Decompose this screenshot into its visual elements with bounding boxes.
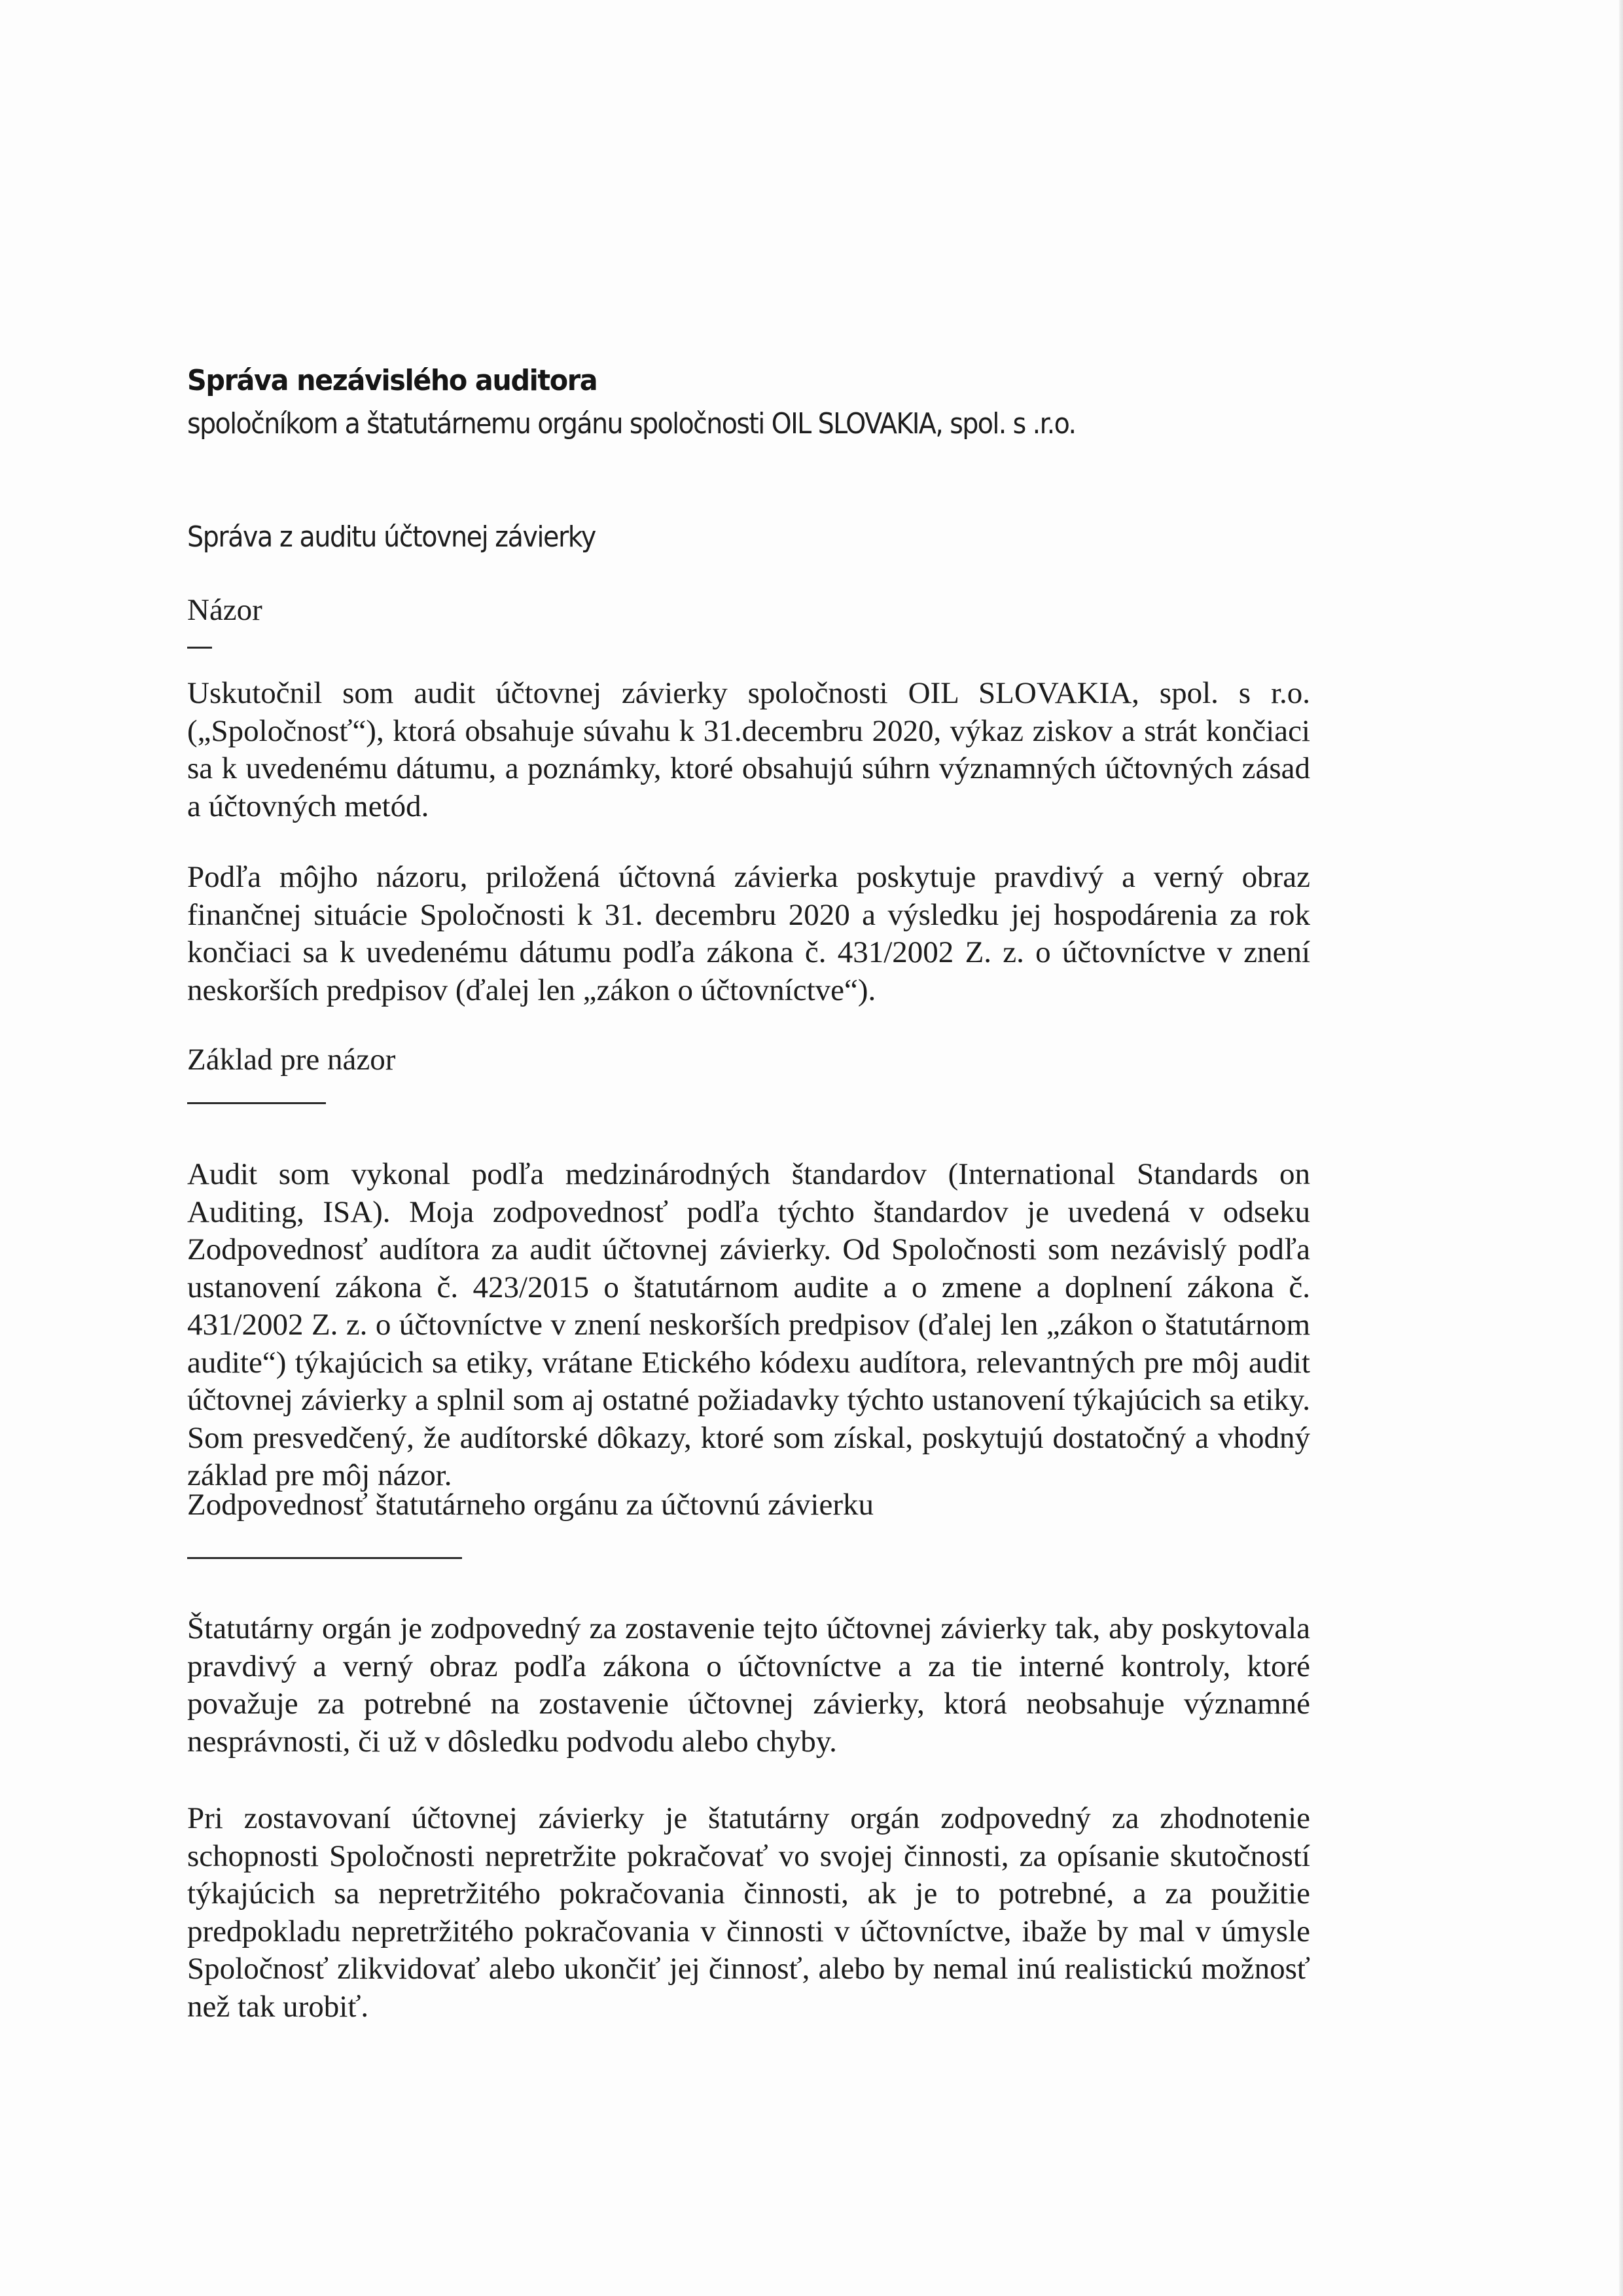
heading-management-responsibility: Zodpovednosť štatutárneho orgánu za účtovnú závierku [187, 1488, 874, 1522]
heading-basis-for-opinion: Základ pre názor [187, 1043, 396, 1077]
document-title: Správa nezávislého auditora [187, 364, 597, 397]
heading-management-underline [187, 1557, 462, 1559]
paragraph-management-1: Štatutárny orgán je zodpovedný za zostavenie tejto účtovnej závierky tak, aby poskytovala pravdivý a verný obraz podľa zákona o účtovníctve a za tie interné kontroly, ktoré považuje za potrebné na zostavenie účtovnej závierky, ktorá neobsahuje významné nesprávnosti, či už v dôsledku podvodu alebo chyby. [187, 1611, 1310, 1759]
heading-opinion: Názor [187, 593, 262, 627]
paragraph-basis-1: Audit som vykonal podľa medzinárodných štandardov (International Standards on Auditing, ISA). Moja zodpovednosť podľa týchto štandardov je uvedená v odseku Zodpovednosť audítora za audit účtovnej závierky. Od Spoločnosti som nezávislý podľa ustanovení zákona č. 423/2015 o štatutárnom audite a o zmene a doplnení zákona č. 431/2002 Z. z. o účtovníctve v znení neskorších predpisov (ďalej len „zákon o štatutárnom audite“) týkajúcich sa etiky, vrátane Etického kódexu audítora, relevantných pre môj audit účtovnej závierky a splnil som aj ostatné požiadavky týchto ustanovení týkajúcich sa etiky. Som presvedčený, že audítorské dôkazy, ktoré som získal, poskytujú dostatočný a vhodný základ pre môj názor. [187, 1157, 1310, 1492]
paragraph-management-2: Pri zostavovaní účtovnej závierky je štatutárny orgán zodpovedný za zhodnotenie schopnosti Spoločnosti nepretržite pokračovať vo svojej činnosti, za opísanie skutočností týkajúcich sa nepretržitého pokračovania činnosti, ak je to potrebné, a za použitie predpokladu nepretržitého pokračovania v činnosti v účtovníctve, ibaže by mal v úmysle Spoločnosť zlikvidovať alebo ukončiť jej činnosť, alebo by nemal inú realistickú možnosť než tak urobiť. [187, 1801, 1310, 2024]
section-title: Správa z auditu účtovnej závierky [187, 520, 596, 554]
heading-opinion-underline [187, 647, 212, 649]
heading-basis-underline [187, 1102, 326, 1104]
paragraph-opinion-2: Podľa môjho názoru, priložená účtovná závierka poskytuje pravdivý a verný obraz finančnej situácie Spoločnosti k 31. decembru 2020 a výsledku jej hospodárenia za rok končiaci sa k uvedenému dátumu podľa zákona č. 431/2002 Z. z. o účtovníctve v znení neskorších predpisov (ďalej len „zákon o účtovníctve“). [187, 860, 1310, 1007]
document-subtitle: spoločníkom a štatutárnemu orgánu spoločnosti OIL SLOVAKIA, spol. s .r.o. [187, 407, 1076, 440]
scan-page-edge [1619, 0, 1623, 2296]
paragraph-opinion-1: Uskutočnil som audit účtovnej závierky spoločnosti OIL SLOVAKIA, spol. s r.o. („Spoločnosť“), ktorá obsahuje súvahu k 31.decembru 2020, výkaz ziskov a strát končiaci sa k uvedenému dátumu, a poznámky, ktoré obsahujú súhrn významných účtovných zásad a účtovných metód. [187, 676, 1310, 823]
